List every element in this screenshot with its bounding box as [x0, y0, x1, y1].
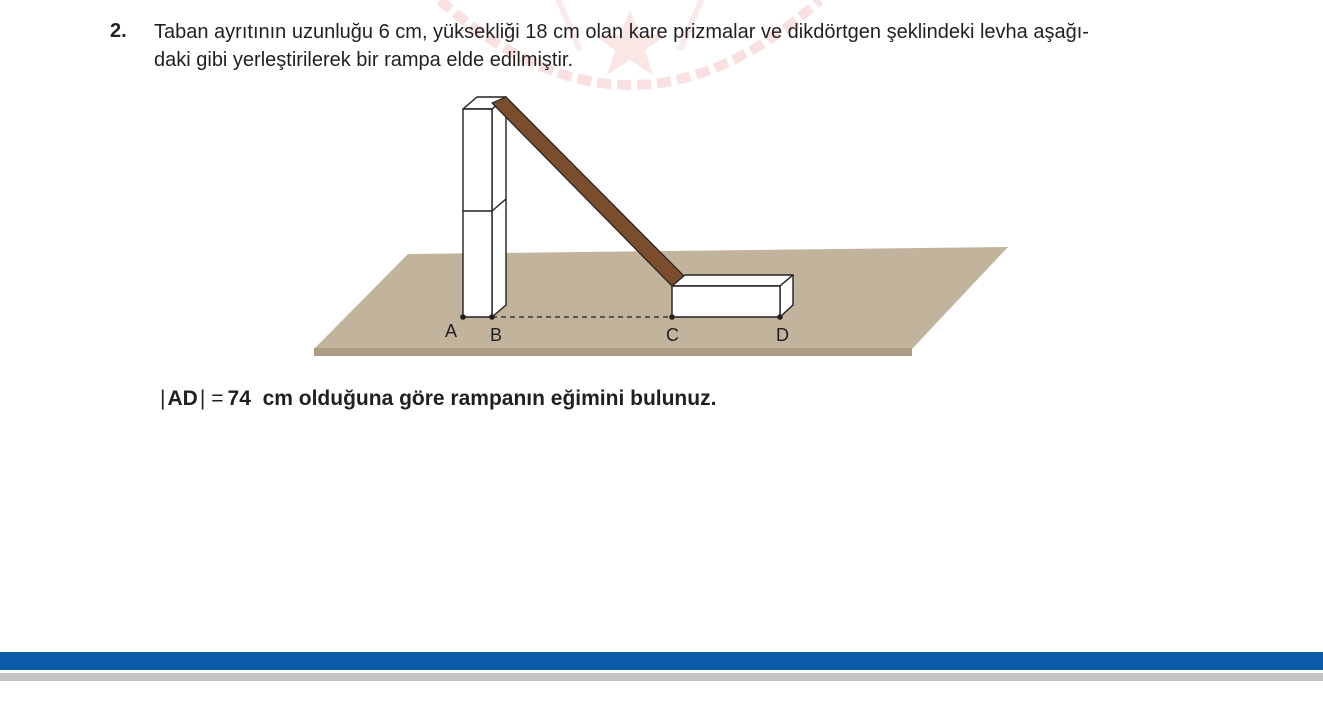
label-c: C	[666, 325, 679, 345]
prism-stack-side	[492, 97, 506, 317]
point-c	[669, 314, 675, 320]
equals-sign: =	[211, 387, 224, 410]
horizontal-prism	[672, 275, 793, 317]
point-a	[460, 314, 466, 320]
question-text-line-1: Taban ayrıtının uzunluğu 6 cm, yüksekliği 18 cm olan kare prizmalar ve dikdörtgen şeklindeki levha aşağı-	[154, 21, 1089, 43]
segment-label: AD	[167, 387, 198, 410]
question-text-line-2: daki gibi yerleştirilerek bir rampa elde edilmiştir.	[154, 49, 574, 71]
prompt-rest: cm olduğuna göre rampanın eğimini bulunuz.	[262, 387, 717, 410]
point-d	[777, 314, 783, 320]
abs-bar-right: |	[199, 387, 206, 410]
vertical-prism-stack	[463, 97, 506, 317]
horizontal-prism-front	[672, 286, 780, 317]
length-value: 74	[227, 387, 251, 410]
ramp-figure	[300, 90, 1020, 365]
prism-stack-front	[463, 109, 492, 317]
question-text	[154, 18, 1234, 74]
horizontal-prism-top	[672, 275, 793, 286]
abs-bar-left: |	[160, 387, 166, 410]
ground-plane-edge	[314, 348, 912, 356]
question-prompt	[158, 386, 716, 412]
label-a: A	[445, 321, 458, 341]
footer-stripe	[0, 673, 1323, 681]
footer-band	[0, 652, 1323, 670]
label-b: B	[490, 325, 503, 345]
question-number: 2.	[110, 20, 127, 42]
label-d: D	[776, 325, 789, 345]
point-b	[489, 314, 495, 320]
